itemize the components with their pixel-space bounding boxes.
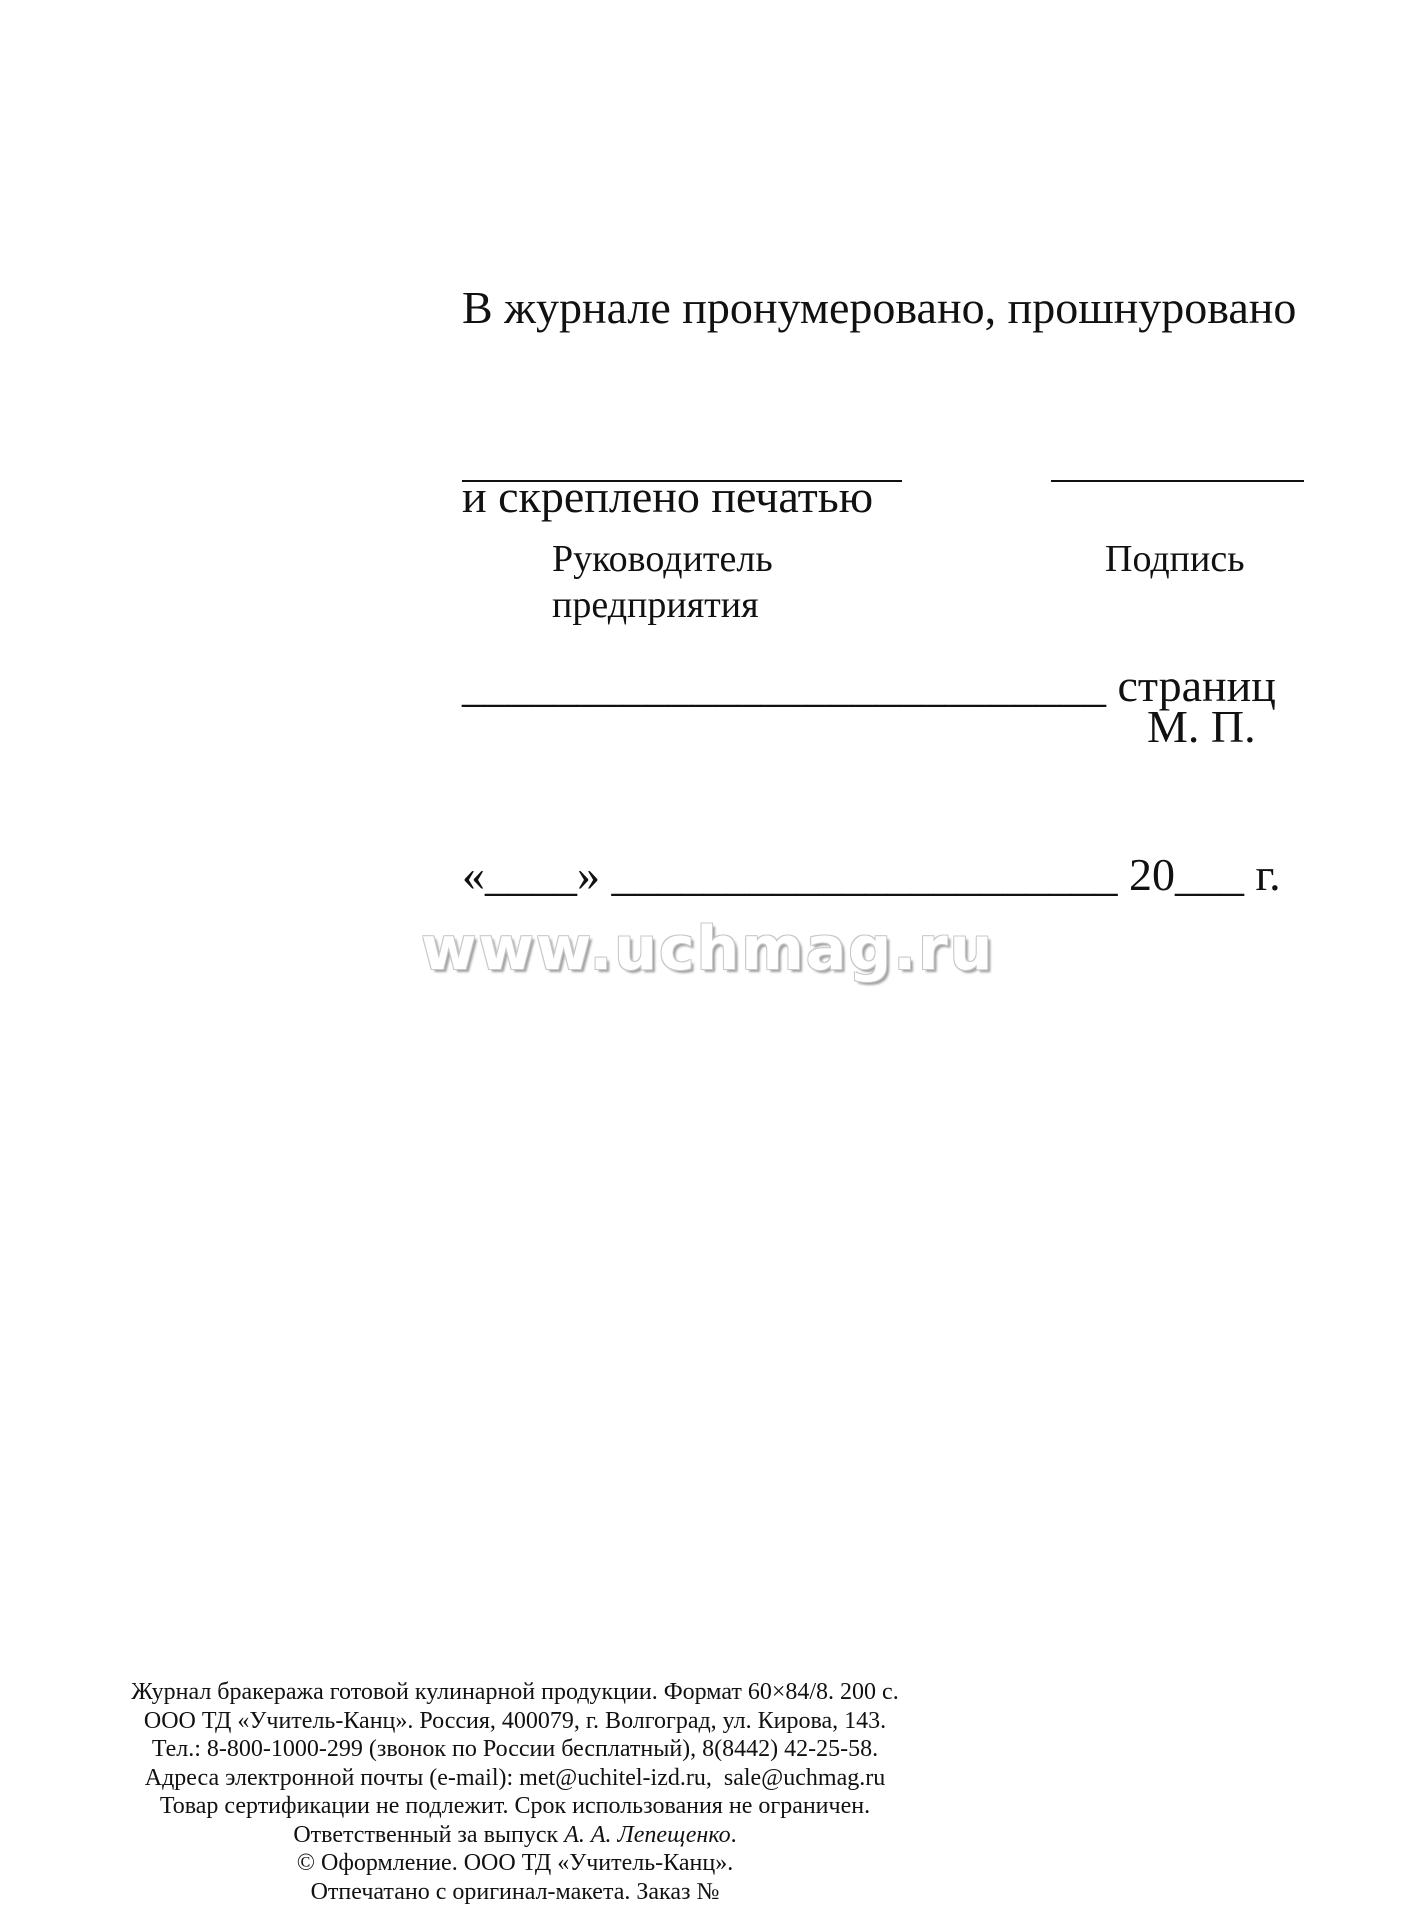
caption-line-1: Руководитель [552, 538, 773, 580]
signature-blank [1051, 480, 1304, 482]
pages-count-line: ____________________________ страниц [462, 660, 1276, 711]
head-signature-blank [462, 480, 902, 482]
declaration-line-2: и скреплено печатью [462, 471, 874, 522]
imprint-row-8: Отпечатано с оригинал-макета. Заказ № [310, 1878, 720, 1905]
stamp-place-label: М. П. [1147, 701, 1256, 752]
imprint-row-4: Адреса электронной почты (e-mail): met@uchitel-izd.ru, sale@uchmag.ru [144, 1764, 886, 1791]
responsible-suffix: . [730, 1821, 737, 1848]
head-of-enterprise-caption [552, 536, 773, 628]
responsible-label: Ответственный за выпуск [293, 1821, 565, 1848]
signature-caption: Подпись [1105, 538, 1245, 580]
imprint-row-6 [100, 1821, 930, 1850]
imprint-row-2: ООО ТД «Учитель-Канц». Россия, 400079, г. Волгоград, ул. Кирова, 143. [143, 1707, 887, 1734]
imprint-row-7: © Оформление. ООО ТД «Учитель-Канц». [296, 1850, 734, 1876]
caption-line-2: предприятия [552, 584, 759, 626]
publisher-imprint [100, 1678, 930, 1906]
watermark: www.uchmag.ru [421, 914, 995, 984]
imprint-row-3: Тел.: 8-800-1000-299 (звонок по России бесплатный), 8(8442) 42-25-58. [151, 1736, 879, 1762]
imprint-row-1: Журнал бракеража готовой кулинарной продукции. Формат 60×84/8. 200 с. [131, 1679, 899, 1705]
date-line: «____» ______________________ 20___ г. [462, 849, 1281, 900]
responsible-name: А. А. Лепещенко [564, 1821, 731, 1848]
imprint-row-5: Товар сертификации не подлежит. Срок использования не ограничен. [159, 1793, 871, 1819]
declaration-line-1: В журнале пронумеровано, прошнуровано [462, 282, 1297, 333]
